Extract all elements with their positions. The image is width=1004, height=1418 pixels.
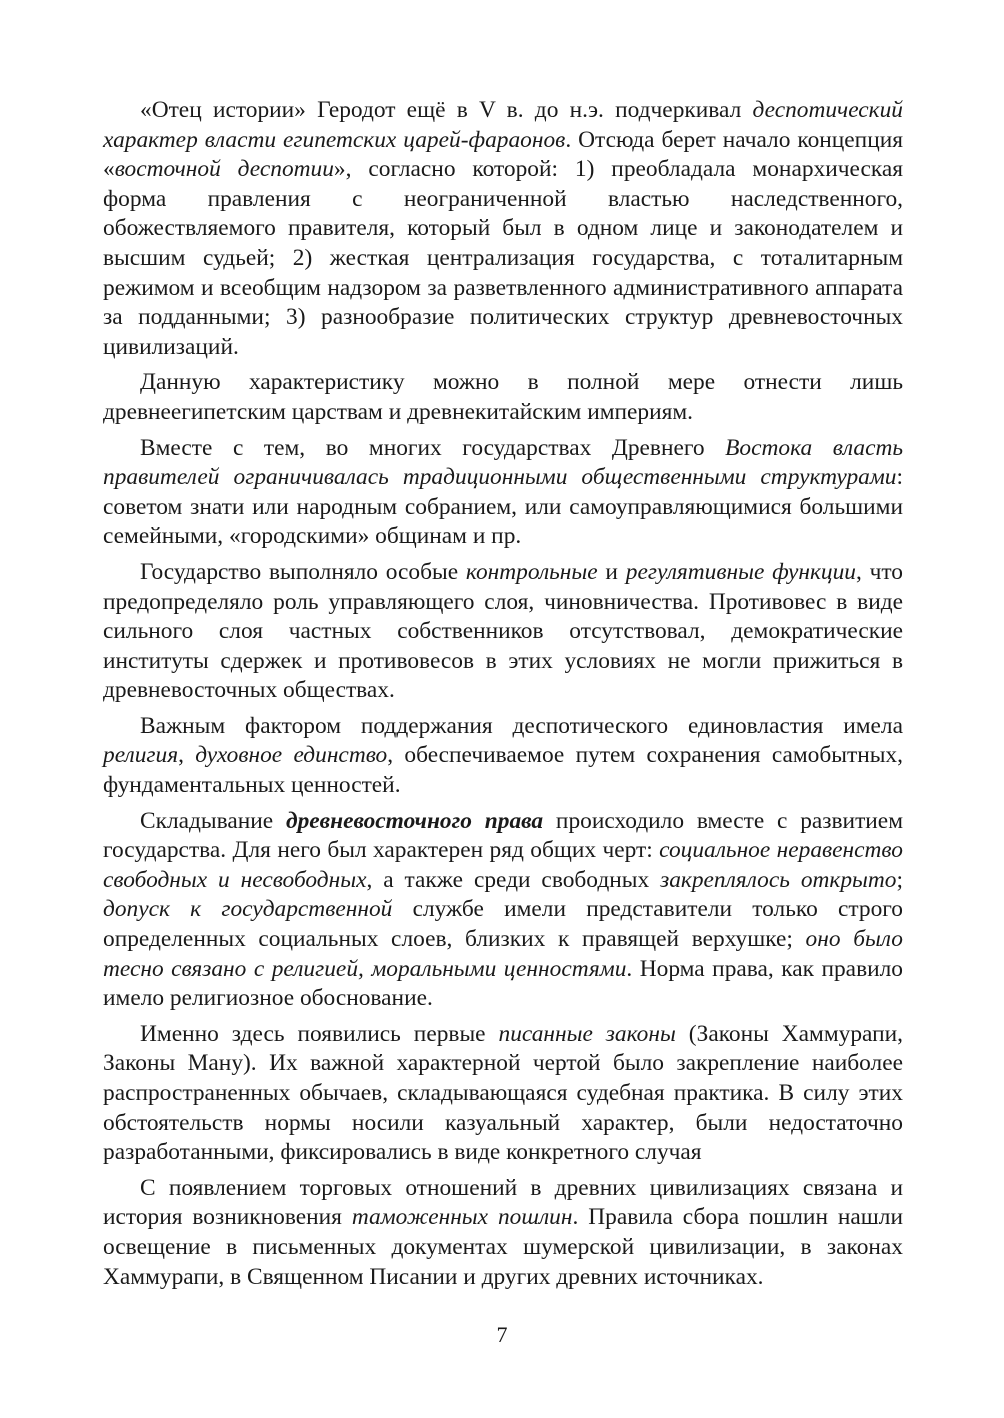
emphasis-run: духовное единство (195, 742, 388, 769)
text-run: , обеспечиваемое путем сохранения самобытных, фундаментальных ценностей. (103, 742, 903, 799)
emphasis-run: таможенных пошлин (351, 1204, 573, 1231)
text-run: Данную характеристику можно в полной мере отнести лишь древнеегипетским царствам и древнекитайским империям. (103, 369, 903, 425)
text-run: Важным фактором поддержания деспотического единовластия имела (140, 712, 903, 739)
text-run: », согласно которой: 1) преобладала монархическая форма правления с неограниченной властью наследственного, обожествляемого правителя, который был в одном лице и законодателем и высшим судьей; 2) жесткая централизация государства, с тоталитарным режимом и всеобщим надзором за разветвленного административного аппарата за подданными; 3) разнообразие политических структур древневосточных цивилизаций. (103, 156, 903, 360)
paragraph-7 (103, 1020, 903, 1168)
emphasis-run: писанные законы (498, 1020, 676, 1047)
text-run: Государство выполняло особые (140, 558, 466, 585)
emphasis-run: закреплялось открыто (660, 866, 897, 893)
emphasis-run: древневосточного права (285, 807, 544, 834)
emphasis-run: социальное неравенство свободных и несвободных (103, 837, 903, 893)
text-run: Вместе с тем, во многих государствах Древнего (140, 434, 726, 461)
emphasis-run: оно было тесно связано с религией, моральными ценностями (103, 926, 903, 982)
text-run: Складывание (140, 807, 286, 834)
emphasis-run: допуск к государственной (103, 896, 393, 923)
text-run: ; (896, 866, 903, 893)
text-run: , что предопределяло роль управляющего слоя, чиновничества. Противовес в виде сильного слоя частных собственников отсутствовал, демократические институты сдержек и противовесов в этих условиях не могли прижиться в древневосточных обществах. (103, 558, 903, 704)
paragraph-4 (103, 558, 903, 706)
text-run: «Отец истории» Геродот ещё в V в. до н.э. подчеркивал (140, 97, 753, 123)
text-run: , а также среди свободных (366, 866, 661, 893)
emphasis-run: деспотический характер власти египетских царей-фараонов (103, 97, 903, 153)
text-run: . Правила сбора пошлин нашли освещение в письменных документах шумерской цивилизации, в законах Хаммурапи, в Священном Писании и других древних источниках. (103, 1204, 903, 1290)
emphasis-run: регулятивные функции (625, 558, 856, 585)
paragraph-5 (103, 712, 903, 801)
emphasis-run: восточной деспотии (114, 156, 334, 183)
paragraph-8 (103, 1174, 903, 1292)
paragraph-1 (103, 96, 903, 362)
text-run: . Норма права, как правило имело религиозное обоснование. (103, 955, 903, 1012)
text-run: С появлением торговых отношений в древних цивилизациях связана и история возникновения (103, 1174, 903, 1231)
text-run: (Законы Хаммурапи, Законы Ману). Их важной характерной чертой было закрепление наиболее распространенных обычаев, складывающаяся судебная практика. В силу этих обстоятельств нормы носили казуальный характер, были недостаточно разработанными, фиксировались в виде конкретного случая (103, 1020, 904, 1166)
text-run: происходило вместе с развитием государства. Для него был характерен ряд общих черт: (103, 807, 903, 864)
paragraph-2 (103, 368, 903, 427)
text-run: и (597, 558, 626, 585)
emphasis-run: контрольные (465, 558, 598, 585)
text-run: службе имели представители только строго определенных социальных слоев, близких к правящей верхушке; (103, 896, 903, 953)
body-text (103, 96, 903, 1292)
paragraph-3 (103, 434, 903, 552)
paragraph-6 (103, 807, 903, 1014)
page-number: 7 (496, 1322, 508, 1347)
text-run: Именно здесь появились первые (140, 1020, 499, 1047)
emphasis-run: Востока власть правителей ограничивалась традиционными общественными структурами (103, 434, 903, 491)
text-run: . Отсюда берет начало концепция « (103, 126, 903, 183)
emphasis-run: религия (103, 742, 179, 769)
text-run: : советом знати или народным собранием, или самоуправляющимися большими семейными, «городскими» общинам и пр. (103, 464, 903, 550)
text-run: , (178, 742, 196, 769)
